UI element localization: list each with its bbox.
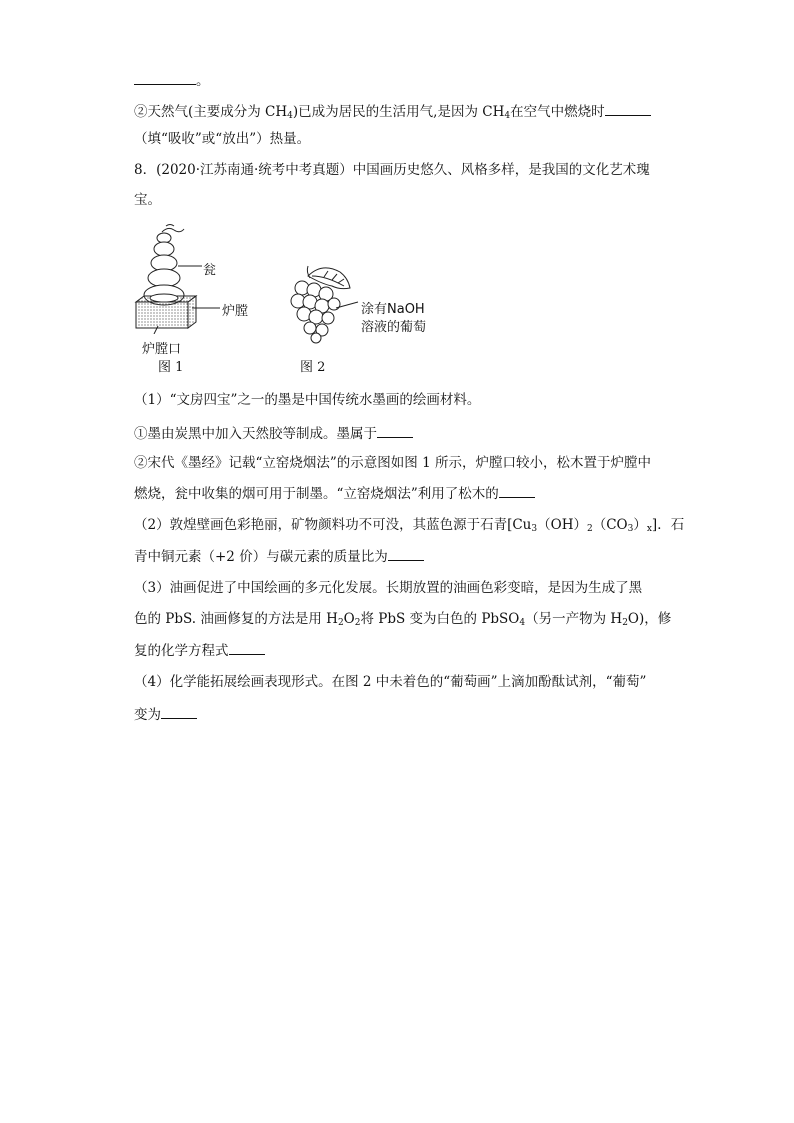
answer-blank[interactable] — [134, 70, 196, 85]
part-2: （2）敦煌壁画色彩艳丽，矿物颜料功不可没，其蓝色源于石青$[Cu_3(OH)_2(CO_3)_x]$．石 — [134, 517, 685, 534]
answer-blank[interactable] — [388, 546, 424, 561]
part-3c: 复的化学方程式 — [134, 640, 265, 661]
part-1: （1）“文房四宝”之一的墨是中国传统水墨画的绘画材料。 — [134, 392, 481, 408]
part-1-2b: 燃烧，瓮中收集的烟可用于制墨。“立窑烧烟法”利用了松木的 — [134, 483, 535, 504]
label-lutangkou: 炉膛口 — [142, 342, 182, 357]
answer-blank[interactable] — [377, 423, 413, 438]
part-4: （4）化学能拓展绘画表现形式。在图 2 中未着色的“葡萄画”上滴加酚酞试剂，“葡萄” — [134, 674, 647, 690]
natural-gas-line: ②天然气(主要成分为 $CH_4$)已成为居民的生活用气,是因为 $CH_4$在空气中燃烧时 — [134, 101, 651, 126]
answer-blank[interactable] — [605, 101, 651, 116]
question-8-title-2: 宝。 — [134, 192, 161, 208]
answer-blank[interactable] — [161, 704, 197, 719]
label-weng: 瓮 — [203, 263, 217, 278]
part-1-2: ②宋代《墨经》记载“立窑烧烟法”的示意图如图 1 所示，炉膛口较小，松木置于炉膛中 — [134, 455, 651, 471]
figure-1-caption: 图 1 — [158, 360, 184, 375]
question-8-title: 8．(2020·江苏南通·统考中考真题）中国画历史悠久、风格多样，是我国的文化艺术瑰 — [134, 162, 650, 178]
part-3: （3）油画促进了中国绘画的多元化发展。长期放置的油画色彩变暗，是因为生成了黑 — [134, 580, 643, 596]
answer-blank[interactable] — [499, 483, 535, 498]
figure-2-caption: 图 2 — [300, 360, 326, 375]
label-naoh: 涂有NaOH — [361, 302, 425, 317]
answer-line-prev: 。 — [134, 70, 210, 91]
natural-gas-line-2: （填“吸收”或“放出”）热量。 — [134, 131, 311, 147]
part-2b: 青中铜元素（+2 价）与碳元素的质量比为 — [134, 546, 424, 567]
label-naoh-2: 溶液的葡萄 — [361, 320, 427, 335]
figure-2-grapes — [286, 264, 366, 344]
part-3b: 色的 PbS. 油画修复的方法是用 $H_2O_2$将 PbS 变为白色的 PbSO$_4$（另一产物为 $H_2O$)，修 — [134, 611, 672, 628]
part-4b: 变为 — [134, 704, 197, 725]
label-lutang: 炉膛 — [222, 304, 249, 319]
part-1-1: ①墨由炭黑中加入天然胶等制成。墨属于 — [134, 423, 413, 444]
answer-blank[interactable] — [229, 640, 265, 655]
